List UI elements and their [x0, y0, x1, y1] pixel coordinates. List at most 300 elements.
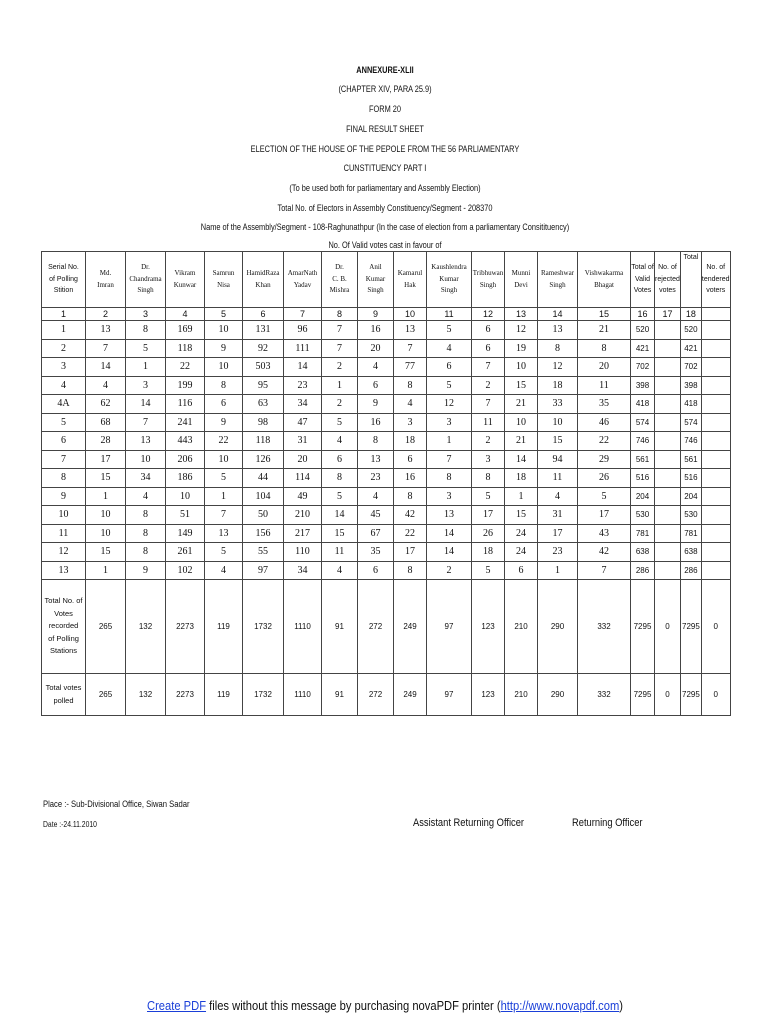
polling-station-number: 7	[42, 450, 86, 469]
vote-count: 16	[394, 469, 427, 488]
valid-votes-total: 418	[631, 395, 655, 414]
vote-count: 7	[322, 339, 358, 358]
total-valid-votes-header	[631, 252, 655, 308]
vote-count: 22	[166, 358, 205, 377]
serial-header	[42, 252, 86, 308]
total-vote-count: 2273	[166, 580, 205, 674]
vote-count: 10	[538, 413, 578, 432]
vote-count: 6	[205, 395, 243, 414]
candidate-name	[166, 252, 205, 308]
valid-votes-total: 574	[631, 413, 655, 432]
vote-count: 50	[243, 506, 284, 525]
column-index: 18	[680, 308, 701, 321]
vote-count: 4	[538, 487, 578, 506]
polling-station-number: 5	[42, 413, 86, 432]
row-total: 574	[680, 413, 701, 432]
candidate-name	[505, 252, 538, 308]
table-row	[42, 339, 731, 358]
vote-count: 4	[358, 358, 394, 377]
vote-count: 1	[86, 561, 126, 580]
vote-count: 5	[322, 487, 358, 506]
rejected-votes	[655, 395, 681, 414]
table-row	[42, 561, 731, 580]
vote-count: 7	[86, 339, 126, 358]
column-index: 3	[126, 308, 166, 321]
date-line: Date :-24.11.2010	[43, 820, 97, 829]
vote-count: 13	[394, 321, 427, 340]
vote-count: 33	[538, 395, 578, 414]
total-header-line: Total	[683, 254, 699, 261]
column-index: 2	[86, 308, 126, 321]
candidate-name-line: Rameshwar	[540, 269, 575, 277]
candidate-name-line: Anil	[369, 263, 382, 272]
vote-count: 13	[86, 321, 126, 340]
vote-count: 15	[538, 432, 578, 451]
vote-count: 21	[505, 395, 538, 414]
polling-station-number: 12	[42, 543, 86, 562]
table-row	[42, 487, 731, 506]
tendered-votes	[701, 487, 730, 506]
vote-count: 11	[578, 376, 631, 395]
vote-count: 26	[472, 524, 505, 543]
rejected-votes	[655, 543, 681, 562]
table-row	[42, 376, 731, 395]
polling-station-number: 3	[42, 358, 86, 377]
vote-count: 14	[86, 358, 126, 377]
tendered-votes	[701, 432, 730, 451]
vote-count: 42	[394, 506, 427, 525]
grand-valid-votes: 7295	[631, 674, 655, 716]
candidate-name-line: Bhagat	[594, 280, 614, 289]
vote-count: 9	[205, 339, 243, 358]
vote-count: 3	[427, 487, 472, 506]
row-total: 418	[680, 395, 701, 414]
total-vote-count: 272	[358, 580, 394, 674]
vote-count: 15	[86, 543, 126, 562]
rejected-votes	[655, 561, 681, 580]
table-row	[42, 450, 731, 469]
row-total: 746	[680, 432, 701, 451]
vote-count: 14	[284, 358, 322, 377]
vote-count: 2	[322, 358, 358, 377]
annexure-title: ANNEXURE-XLII	[356, 65, 414, 75]
rejected-votes	[655, 376, 681, 395]
vote-count: 46	[578, 413, 631, 432]
vote-count: 17	[86, 450, 126, 469]
vote-count: 94	[538, 450, 578, 469]
column-index: 6	[243, 308, 284, 321]
candidate-name-line: Mishra	[329, 286, 350, 295]
vote-count: 15	[86, 469, 126, 488]
vote-count: 29	[578, 450, 631, 469]
row-total: 702	[680, 358, 701, 377]
valid-votes-total: 204	[631, 487, 655, 506]
vote-count: 23	[284, 376, 322, 395]
rejected-votes-header-line: votes	[659, 287, 676, 295]
total-vote-count: 272	[358, 674, 394, 716]
vote-count: 149	[166, 524, 205, 543]
total-vote-count: 97	[427, 674, 472, 716]
total-vote-count: 249	[394, 580, 427, 674]
rejected-votes	[655, 339, 681, 358]
totals-label	[42, 580, 86, 674]
valid-votes-total: 421	[631, 339, 655, 358]
polling-station-number: 1	[42, 321, 86, 340]
totals-label-line: Stations	[49, 646, 78, 656]
vote-count: 156	[243, 524, 284, 543]
vote-count: 97	[243, 561, 284, 580]
total-vote-count: 210	[505, 674, 538, 716]
table-row	[42, 506, 731, 525]
vote-count: 8	[126, 543, 166, 562]
candidate-name-line: Hak	[404, 280, 416, 289]
banner-close-paren: )	[619, 998, 624, 1013]
rejected-votes	[655, 413, 681, 432]
vote-count: 67	[358, 524, 394, 543]
vote-count: 17	[472, 506, 505, 525]
total-vote-count: 290	[538, 674, 578, 716]
vote-count: 12	[427, 395, 472, 414]
vote-count: 126	[243, 450, 284, 469]
column-index: 16	[631, 308, 655, 321]
column-index: 11	[427, 308, 472, 321]
candidate-name-line: Singh	[479, 280, 497, 289]
column-index: 12	[472, 308, 505, 321]
vote-count: 16	[358, 321, 394, 340]
vote-count: 4	[358, 487, 394, 506]
vote-count: 8	[427, 469, 472, 488]
valid-votes-total: 520	[631, 321, 655, 340]
tendered-votes	[701, 506, 730, 525]
candidate-name-line: Kumar	[365, 274, 386, 283]
vote-count: 47	[284, 413, 322, 432]
vote-count: 10	[505, 413, 538, 432]
vote-count: 20	[284, 450, 322, 469]
vote-count: 51	[166, 506, 205, 525]
table-row	[42, 321, 731, 340]
table-row	[42, 543, 731, 562]
vote-count: 9	[126, 561, 166, 580]
vote-count: 12	[505, 321, 538, 340]
vote-count: 77	[394, 358, 427, 377]
vote-count: 8	[394, 376, 427, 395]
total-vote-count: 91	[322, 580, 358, 674]
vote-count: 8	[578, 339, 631, 358]
column-index: 8	[322, 308, 358, 321]
vote-count: 92	[243, 339, 284, 358]
vote-count: 6	[358, 561, 394, 580]
vote-count: 16	[358, 413, 394, 432]
vote-count: 18	[538, 376, 578, 395]
column-index: 17	[655, 308, 681, 321]
vote-count: 2	[322, 395, 358, 414]
vote-count: 11	[322, 543, 358, 562]
vote-count: 10	[505, 358, 538, 377]
vote-count: 4	[427, 339, 472, 358]
vote-count: 4	[322, 432, 358, 451]
vote-count: 6	[427, 358, 472, 377]
candidate-name	[322, 252, 358, 308]
column-index: 4	[166, 308, 205, 321]
vote-count: 44	[243, 469, 284, 488]
vote-count: 110	[284, 543, 322, 562]
column-index: 15	[578, 308, 631, 321]
novapdf-banner	[54, 998, 716, 1013]
row-total: 421	[680, 339, 701, 358]
vote-count: 8	[472, 469, 505, 488]
candidate-name	[472, 252, 505, 308]
candidate-name-line: Singh	[137, 286, 154, 295]
total-vote-count: 1732	[243, 580, 284, 674]
vote-count: 34	[126, 469, 166, 488]
vote-count: 241	[166, 413, 205, 432]
row-total: 781	[680, 524, 701, 543]
vote-count: 3	[472, 450, 505, 469]
rejected-votes	[655, 358, 681, 377]
candidate-name-line: Tribhuwan	[472, 269, 504, 277]
vote-count: 1	[322, 376, 358, 395]
vote-count: 13	[427, 506, 472, 525]
vote-count: 96	[284, 321, 322, 340]
vote-count: 503	[243, 358, 284, 377]
vote-count: 8	[126, 321, 166, 340]
vote-count: 14	[126, 395, 166, 414]
table-row	[42, 432, 731, 451]
usage-note: (To be used both for parliamentary and Assembly Election)	[289, 183, 481, 193]
vote-count: 10	[126, 450, 166, 469]
candidate-name-line: Vishwakarma	[584, 269, 624, 277]
tendered-votes	[701, 450, 730, 469]
vote-count: 5	[472, 561, 505, 580]
vote-count: 13	[126, 432, 166, 451]
vote-count: 20	[578, 358, 631, 377]
column-index: 13	[505, 308, 538, 321]
vote-count: 8	[394, 561, 427, 580]
vote-count: 7	[578, 561, 631, 580]
vote-count: 49	[284, 487, 322, 506]
polling-station-number: 2	[42, 339, 86, 358]
valid-votes-total: 516	[631, 469, 655, 488]
total-header	[680, 252, 701, 308]
vote-count: 22	[578, 432, 631, 451]
row-total: 398	[680, 376, 701, 395]
total-vote-count: 132	[126, 580, 166, 674]
total-vote-count: 132	[126, 674, 166, 716]
vote-count: 116	[166, 395, 205, 414]
totals-label-line: Votes	[54, 608, 73, 618]
total-vote-count: 2273	[166, 674, 205, 716]
vote-count: 21	[505, 432, 538, 451]
totals-label-line: Total No. of	[44, 596, 83, 606]
vote-count: 6	[505, 561, 538, 580]
row-total: 204	[680, 487, 701, 506]
candidate-name-line: Chandrama	[129, 274, 162, 283]
vote-count: 8	[358, 432, 394, 451]
valid-votes-total: 746	[631, 432, 655, 451]
vote-count: 6	[472, 339, 505, 358]
vote-count: 18	[505, 469, 538, 488]
vote-count: 68	[86, 413, 126, 432]
tendered-voters-header-line: tendered	[701, 275, 730, 283]
vote-count: 7	[322, 321, 358, 340]
vote-count: 6	[472, 321, 505, 340]
vote-count: 104	[243, 487, 284, 506]
row-total: 561	[680, 450, 701, 469]
valid-votes-total: 638	[631, 543, 655, 562]
table-row	[42, 358, 731, 377]
create-pdf-link[interactable]: Create PDF	[146, 998, 207, 1013]
assistant-returning-officer: Assistant Returning Officer	[413, 817, 525, 829]
vote-count: 4	[322, 561, 358, 580]
vote-count: 1	[86, 487, 126, 506]
candidate-name-line: Kamarul	[397, 269, 423, 277]
valid-votes-total: 702	[631, 358, 655, 377]
total-vote-count: 123	[472, 580, 505, 674]
row-total: 516	[680, 469, 701, 488]
total-vote-count: 119	[205, 580, 243, 674]
vote-count: 131	[243, 321, 284, 340]
vote-count: 19	[505, 339, 538, 358]
total-vote-count: 332	[578, 674, 631, 716]
polling-station-number: 6	[42, 432, 86, 451]
total-vote-count: 97	[427, 580, 472, 674]
vote-count: 217	[284, 524, 322, 543]
table-row	[42, 524, 731, 543]
candidate-header-row	[42, 252, 731, 308]
column-index: 10	[394, 308, 427, 321]
tendered-votes	[701, 469, 730, 488]
total-vote-count: 1110	[284, 674, 322, 716]
total-vote-count: 265	[86, 674, 126, 716]
vote-count: 15	[322, 524, 358, 543]
vote-count: 210	[284, 506, 322, 525]
vote-count: 20	[358, 339, 394, 358]
grand-rejected-votes: 0	[655, 580, 681, 674]
candidate-name-line: Samrun	[212, 269, 235, 277]
vote-count: 6	[322, 450, 358, 469]
candidate-name-line: Singh	[549, 280, 566, 289]
vote-count: 206	[166, 450, 205, 469]
vote-count: 17	[538, 524, 578, 543]
vote-count: 1	[126, 358, 166, 377]
vote-count: 2	[472, 432, 505, 451]
candidate-name-line: Munni	[511, 269, 531, 277]
vote-count: 15	[505, 506, 538, 525]
vote-count: 22	[394, 524, 427, 543]
tendered-voters-header	[701, 252, 730, 308]
total-vote-count: 265	[86, 580, 126, 674]
candidate-name-line: AmarNath	[287, 269, 318, 277]
rejected-votes-header	[655, 252, 681, 308]
totals-label-line: polled	[53, 695, 74, 705]
tendered-votes	[701, 543, 730, 562]
rejected-votes	[655, 450, 681, 469]
valid-votes-caption: No. Of Valid votes cast in favour of	[328, 240, 442, 250]
vote-count: 8	[322, 469, 358, 488]
vote-count: 5	[427, 376, 472, 395]
vote-count: 8	[394, 487, 427, 506]
vote-count: 18	[394, 432, 427, 451]
vote-count: 98	[243, 413, 284, 432]
vote-count: 13	[538, 321, 578, 340]
vote-count: 34	[284, 395, 322, 414]
rejected-votes-header-line: No. of	[658, 264, 677, 272]
tendered-votes	[701, 561, 730, 580]
totals-label	[42, 674, 86, 716]
column-index: 9	[358, 308, 394, 321]
vote-count: 3	[427, 413, 472, 432]
valid-votes-total: 561	[631, 450, 655, 469]
vote-count: 1	[205, 487, 243, 506]
candidate-name	[358, 252, 394, 308]
results-table	[41, 251, 731, 716]
vote-count: 8	[126, 524, 166, 543]
candidate-name-line: Nisa	[217, 280, 230, 289]
vote-count: 10	[205, 450, 243, 469]
vote-count: 1	[505, 487, 538, 506]
vote-count: 10	[86, 506, 126, 525]
assembly-name: Name of the Assembly/Segment - 108-Raghunathpur (In the case of election from a parliamentary Consitituency)	[200, 222, 570, 232]
totals-row	[42, 580, 731, 674]
vote-count: 6	[394, 450, 427, 469]
totals-label-line: Total votes	[45, 683, 82, 692]
vote-count: 22	[205, 432, 243, 451]
vote-count: 5	[126, 339, 166, 358]
grand-rejected-votes: 0	[655, 674, 681, 716]
vote-count: 13	[205, 524, 243, 543]
election-title: ELECTION OF THE HOUSE OF THE PEPOLE FROM THE 56 PARLIAMENTARY	[250, 144, 520, 154]
vote-count: 7	[427, 450, 472, 469]
candidate-name-line: Khan	[255, 280, 271, 289]
polling-station-number: 13	[42, 561, 86, 580]
candidate-name	[243, 252, 284, 308]
vote-count: 35	[358, 543, 394, 562]
candidate-name-line: HamidRaza	[246, 269, 280, 277]
vote-count: 14	[427, 543, 472, 562]
vote-count: 15	[505, 376, 538, 395]
valid-votes-total: 286	[631, 561, 655, 580]
tendered-voters-header-line: No. of	[706, 264, 726, 272]
vote-count: 4	[86, 376, 126, 395]
vote-count: 2	[472, 376, 505, 395]
vote-count: 5	[578, 487, 631, 506]
vote-count: 8	[205, 376, 243, 395]
form-number: FORM 20	[368, 104, 401, 114]
candidate-name-line: Yadav	[293, 280, 312, 289]
place-line: Place :- Sub-Divisional Office, Siwan Sadar	[43, 799, 190, 809]
candidate-name-line: Md.	[99, 269, 112, 277]
vote-count: 111	[284, 339, 322, 358]
candidate-name-line: Singh	[367, 286, 384, 295]
vote-count: 7	[205, 506, 243, 525]
vote-count: 13	[358, 450, 394, 469]
vote-count: 10	[166, 487, 205, 506]
vote-count: 5	[205, 543, 243, 562]
column-index: 7	[284, 308, 322, 321]
table-row	[42, 413, 731, 432]
candidate-name	[538, 252, 578, 308]
total-vote-count: 119	[205, 674, 243, 716]
vote-count: 10	[86, 524, 126, 543]
vote-count: 1	[538, 561, 578, 580]
vote-count: 169	[166, 321, 205, 340]
vote-count: 6	[358, 376, 394, 395]
tendered-votes	[701, 339, 730, 358]
polling-station-number: 9	[42, 487, 86, 506]
novapdf-url-link[interactable]: http://www.novapdf.com	[500, 998, 620, 1013]
vote-count: 45	[358, 506, 394, 525]
total-vote-count: 249	[394, 674, 427, 716]
